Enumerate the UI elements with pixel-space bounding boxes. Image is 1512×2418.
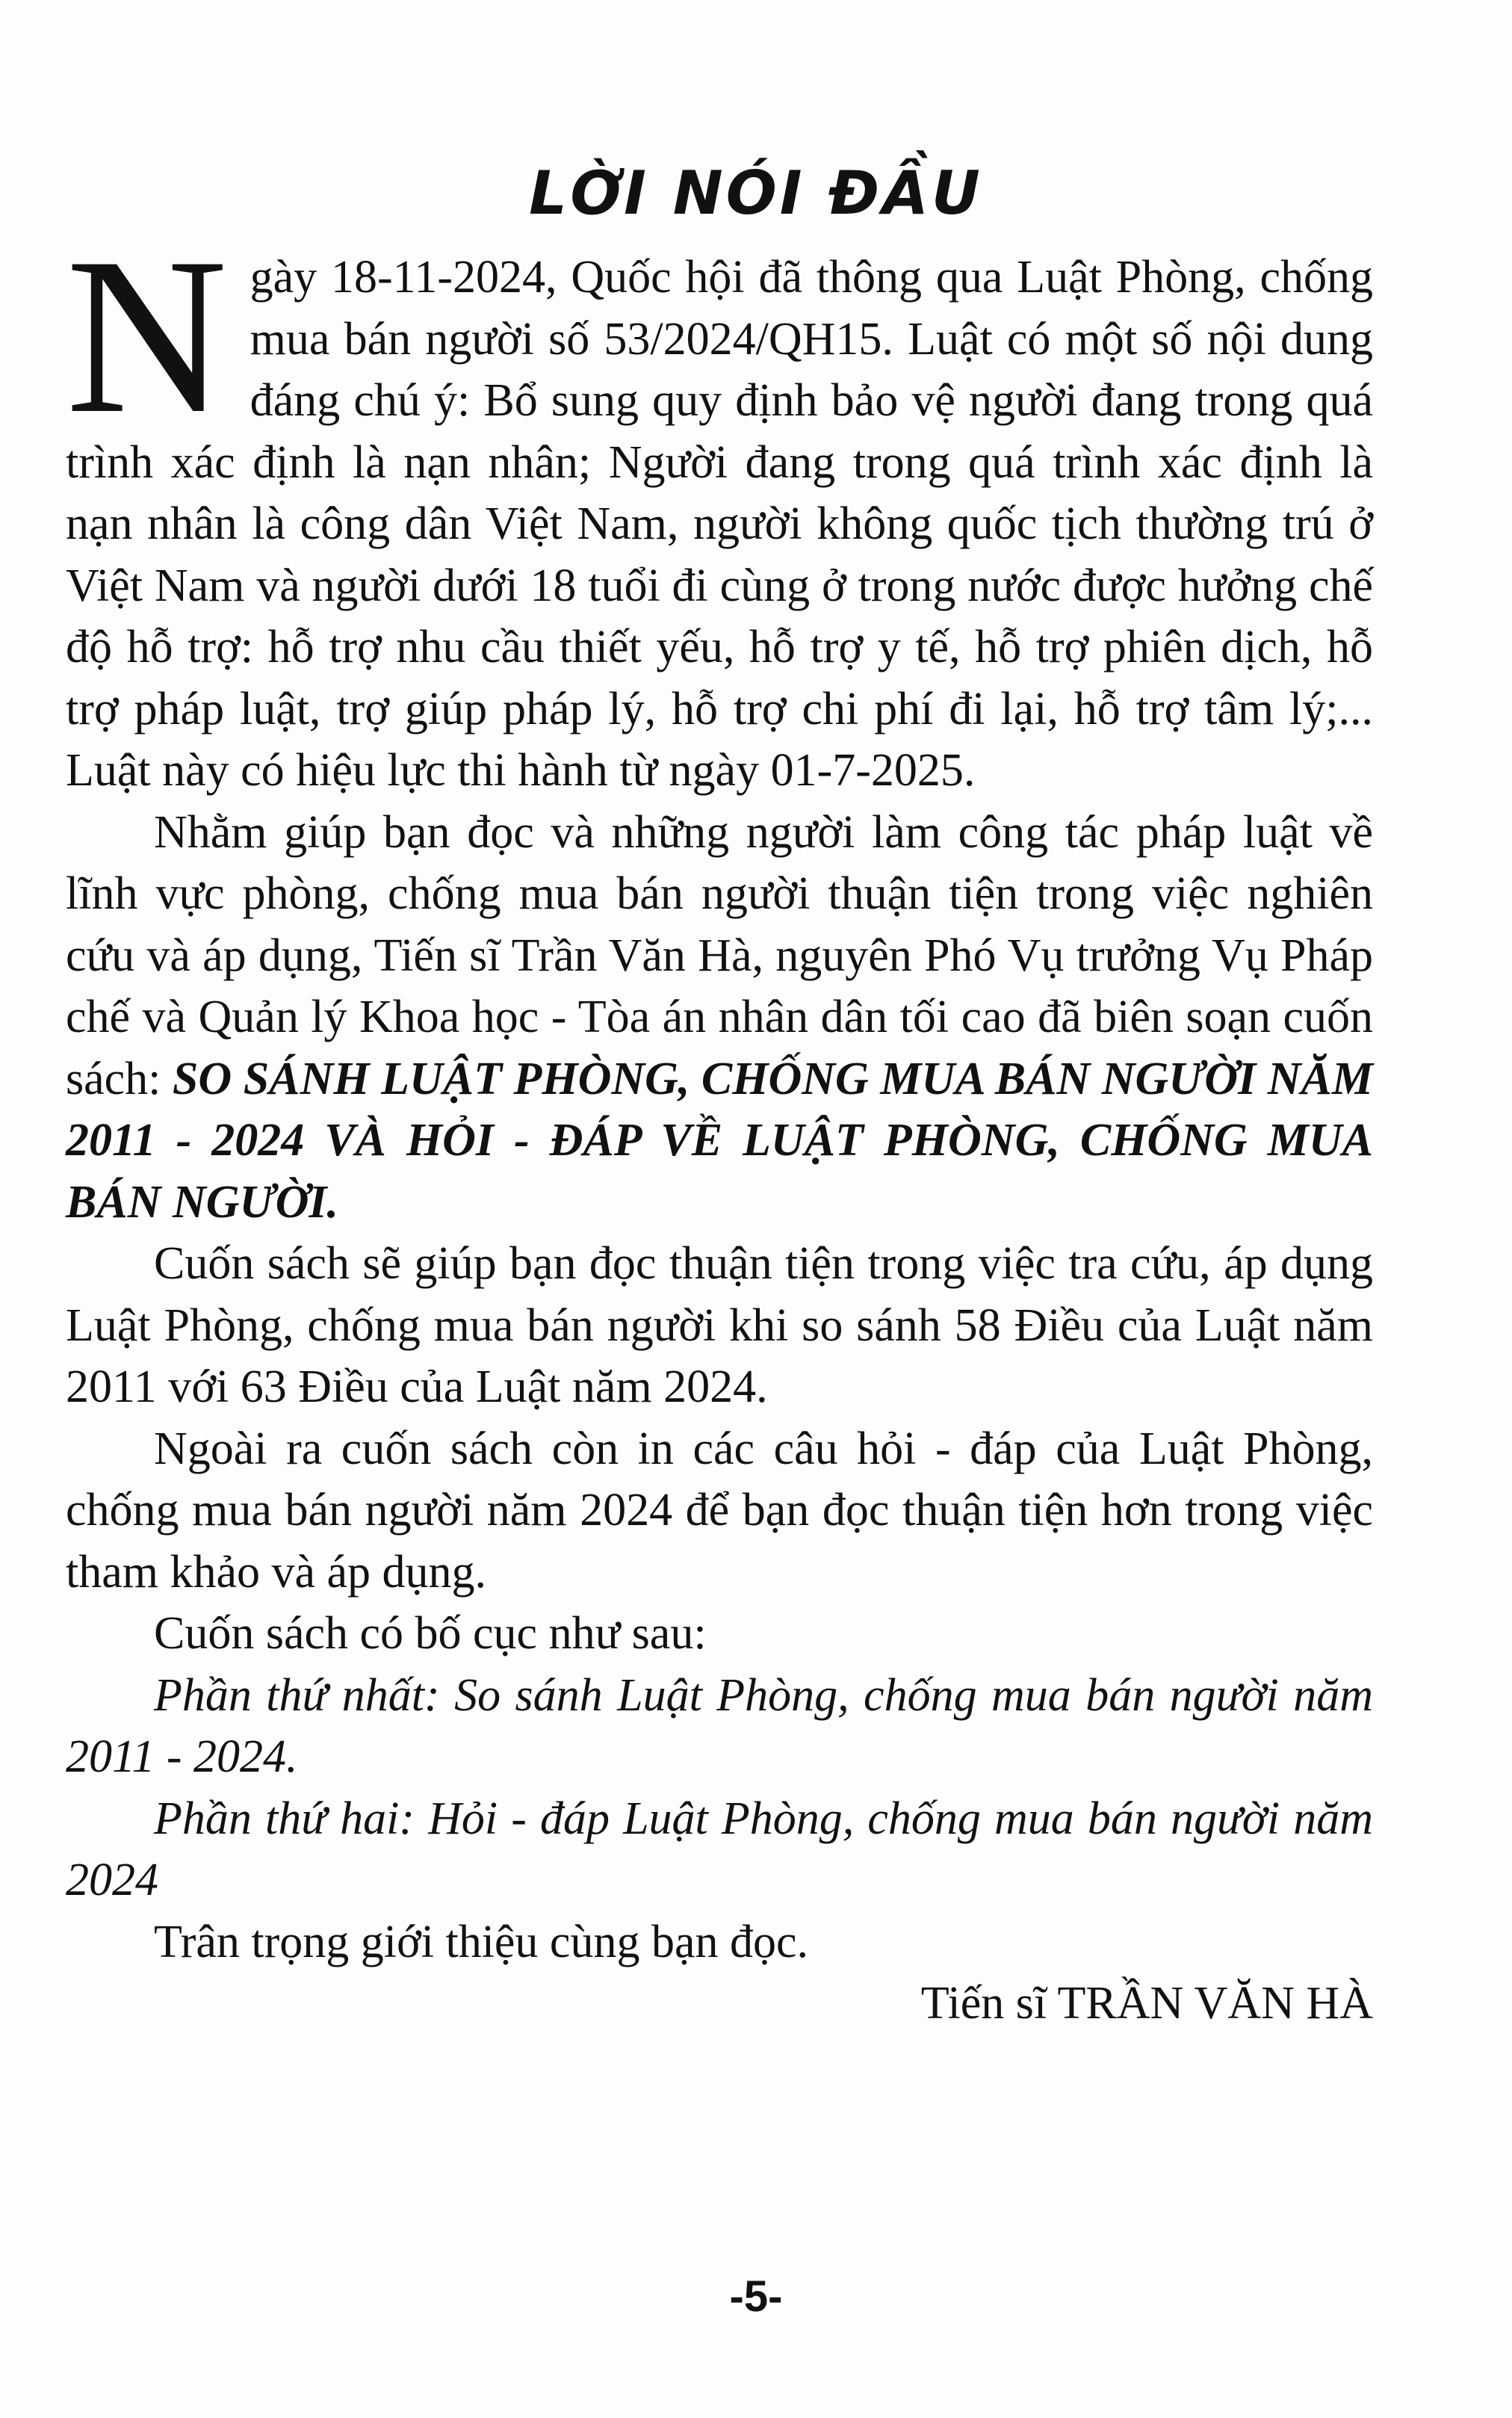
paragraph-benefit: Cuốn sách sẽ giúp bạn đọc thuận tiện trong việc tra cứu, áp dụng Luật Phòng, chống mua bán người khi so sánh 58 Điều của Luật năm 2011 với 63 Điều của Luật năm 2024. xyxy=(66,1238,1373,1412)
paragraph-purpose-text: Nhằm giúp bạn đọc và những người làm công tác pháp luật về lĩnh vực phòng, chống mua bán người thuận tiện trong việc nghiên cứu và áp dụng, Tiến sĩ Trần Văn Hà, nguyên Phó Vụ trưởng Vụ Pháp chế và Quản lý Khoa học - Tòa án nhân dân tối cao đã biên soạn cuốn sách: xyxy=(66,806,1373,1104)
paragraph-purpose xyxy=(66,802,1373,1234)
paragraph-structure: Cuốn sách có bố cục như sau: xyxy=(154,1608,707,1659)
paragraph-qa: Ngoài ra cuốn sách còn in các câu hỏi - đáp của Luật Phòng, chống mua bán người năm 2024 để bạn đọc thuận tiện hơn trong việc tham khảo và áp dụng. xyxy=(66,1423,1373,1598)
preface-body xyxy=(66,211,1373,2035)
page-number: -5- xyxy=(729,2272,783,2321)
paragraph-intro xyxy=(66,211,1373,802)
drop-cap-letter: N xyxy=(66,211,228,460)
part-one: Phần thứ nhất: So sánh Luật Phòng, chống mua bán người năm 2011 - 2024. xyxy=(66,1669,1373,1782)
page-title: LỜI NÓI ĐẦU xyxy=(529,158,983,228)
closing-line: Trân trọng giới thiệu cùng bạn đọc. xyxy=(154,1916,808,1967)
author-signature: Tiến sĩ TRẦN VĂN HÀ xyxy=(920,1978,1373,2029)
part-two: Phần thứ hai: Hỏi - đáp Luật Phòng, chống mua bán người năm 2024 xyxy=(66,1793,1373,1905)
paragraph-intro-text: gày 18-11-2024, Quốc hội đã thông qua Luật Phòng, chống mua bán người số 53/2024/QH15. Luật có một số nội dung đáng chú ý: Bổ sung quy định bảo vệ người đang trong quá trình xác định là nạn nhân; Người đang trong quá trình xác định là nạn nhân là công dân Việt Nam, người không quốc tịch thường trú ở Việt Nam và người dưới 18 tuổi đi cùng ở trong nước được hưởng chế độ hỗ trợ: hỗ trợ nhu cầu thiết yếu, hỗ trợ y tế, hỗ trợ phiên dịch, hỗ trợ pháp luật, trợ giúp pháp lý, hỗ trợ chi phí đi lại, hỗ trợ tâm lý;... Luật này có hiệu lực thi hành từ ngày 01-7-2025. xyxy=(66,252,1373,796)
book-title: SO SÁNH LUẬT PHÒNG, CHỐNG MUA BÁN NGƯỜI NĂM 2011 - 2024 VÀ HỎI - ĐÁP VỀ LUẬT PHÒNG, CHỐNG MUA BÁN NGƯỜI. xyxy=(66,1053,1373,1228)
